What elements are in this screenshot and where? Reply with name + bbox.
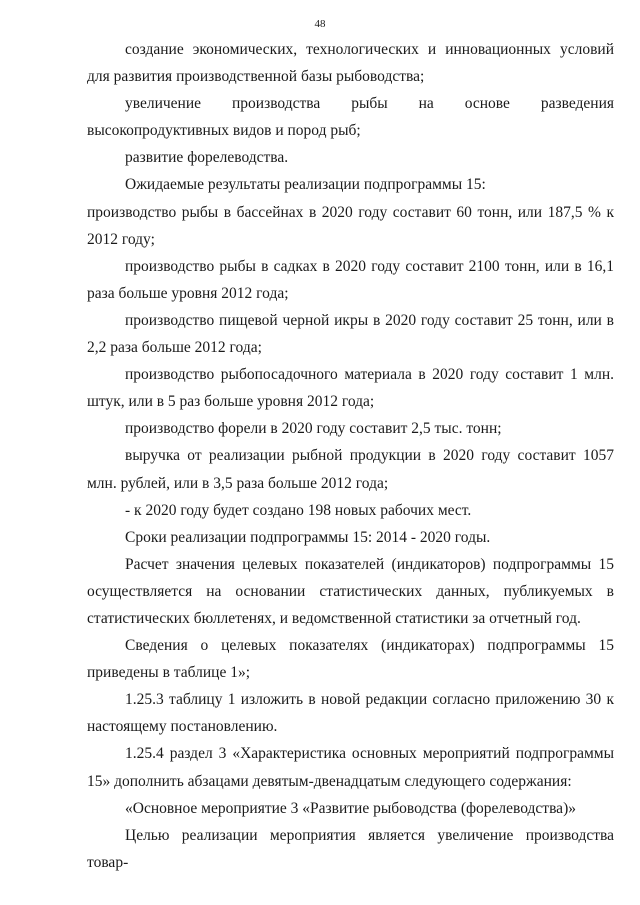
paragraph: 1.25.3 таблицу 1 изложить в новой редакции согласно приложению 30 к настоящему постановлению. bbox=[87, 691, 614, 736]
paragraph: развитие форелеводства. bbox=[125, 149, 289, 167]
paragraph: создание экономических, технологических и инновационных условий для развития производственной базы рыбоводства; bbox=[87, 41, 614, 86]
paragraph: Ожидаемые результаты реализации подпрограммы 15: bbox=[125, 176, 486, 194]
paragraph: производство рыбопосадочного материала в 2020 году составит 1 млн. штук, или в 5 раз больше уровня 2012 года; bbox=[87, 366, 614, 411]
paragraph: - к 2020 году будет создано 198 новых рабочих мест. bbox=[125, 501, 472, 519]
paragraph: производство рыбы в садках в 2020 году составит 2100 тонн, или в 16,1 раза больше уровня 2012 года; bbox=[87, 257, 614, 302]
paragraph: увеличение производства рыбы на основе разведения высокопродуктивных видов и пород рыб; bbox=[87, 95, 614, 140]
paragraph: производство пищевой черной икры в 2020 году составит 25 тонн, или в 2,2 раза больше 2012 года; bbox=[87, 311, 614, 357]
paragraph: «Основное мероприятие 3 «Развитие рыбоводства (форелеводства)» bbox=[125, 799, 576, 817]
page-number: 48 bbox=[314, 18, 326, 30]
paragraph: Сведения о целевых показателях (индикаторах) подпрограммы 15 приведены в таблице 1»; bbox=[87, 637, 614, 682]
paragraph: производство рыбы в бассейнах в 2020 году составит 60 тонн, или 187,5 % к 2012 году; bbox=[87, 203, 614, 248]
paragraph: Целью реализации мероприятия является увеличение производства товар- bbox=[87, 826, 614, 871]
paragraph: производство форели в 2020 году составит 2,5 тыс. тонн; bbox=[125, 420, 502, 438]
paragraph: 1.25.4 раздел 3 «Характеристика основных мероприятий подпрограммы 15» дополнить абзацами девятым-двенадцатым следующего содержания: bbox=[87, 745, 614, 790]
paragraph: Сроки реализации подпрограммы 15: 2014 - 2020 годы. bbox=[125, 528, 491, 546]
paragraph: выручка от реализации рыбной продукции в 2020 году составит 1057 млн. рублей, или в 3,5 раза больше 2012 года; bbox=[87, 447, 614, 492]
paragraph: Расчет значения целевых показателей (индикаторов) подпрограммы 15 осуществляется на основании статистических данных, публикуемых в статистических бюллетенях, и ведомственной статистики за отчетный год. bbox=[87, 555, 614, 627]
body-text bbox=[87, 36, 614, 876]
